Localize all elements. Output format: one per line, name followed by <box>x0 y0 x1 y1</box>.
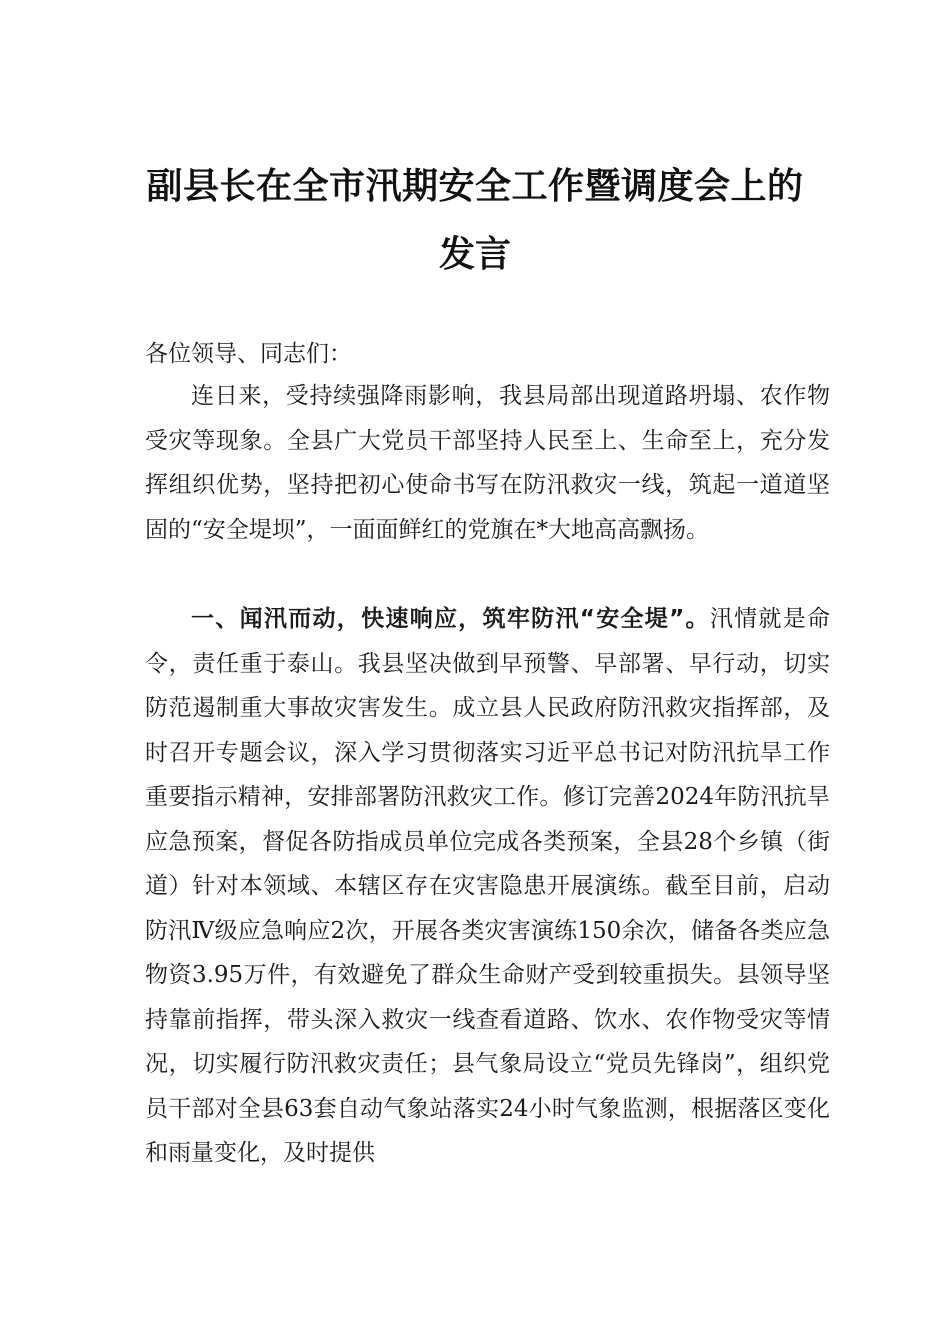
paragraph-intro: 连日来，受持续强降雨影响，我县局部出现道路坍塌、农作物受灾等现象。全县广大党员干部坚持人民至上、生命至上，充分发挥组织优势，坚持把初心使命书写在防汛救灾一线，筑起一道道坚固的“安全堤坝”，一面面鲜红的党旗在*大地高高飘扬。 <box>145 383 830 543</box>
salutation: 各位领导、同志们： <box>145 341 352 367</box>
document-title-line-2: 发言 <box>438 233 511 275</box>
document-title-line-1: 副县长在全市汛期安全工作暨调度会上的 <box>146 165 804 207</box>
paragraph-section-1 <box>145 597 830 1176</box>
section-1-body: 汛情就是命令，责任重于泰山。我县坚决做到早预警、早部署、早行动，切实防范遏制重大事故灾害发生。成立县人民政府防汛救灾指挥部，及时召开专题会议，深入学习贯彻落实习近平总书记对防汛抗旱工作重要指示精神，安排部署防汛救灾工作。修订完善2024年防汛抗旱应急预案，督促各防指成员单位完成各类预案，全县28个乡镇（街道）针对本领域、本辖区存在灾害隐患开展演练。截至目前，启动防汛Ⅳ级应急响应2次，开展各类灾害演练150余次，储备各类应急物资3.95万件，有效避免了群众生命财产受到较重损失。县领导坚持靠前指挥，带头深入救灾一线查看道路、饮水、农作物受灾等情况，切实履行防汛救灾责任；县气象局设立“党员先锋岗”，组织党员干部对全县63套自动气象站落实24小时气象监测，根据落区变化和雨量变化，及时提供 <box>145 606 831 1166</box>
section-1-heading: 一、闻汛而动，快速响应，筑牢防汛“安全堤”。 <box>191 606 710 632</box>
